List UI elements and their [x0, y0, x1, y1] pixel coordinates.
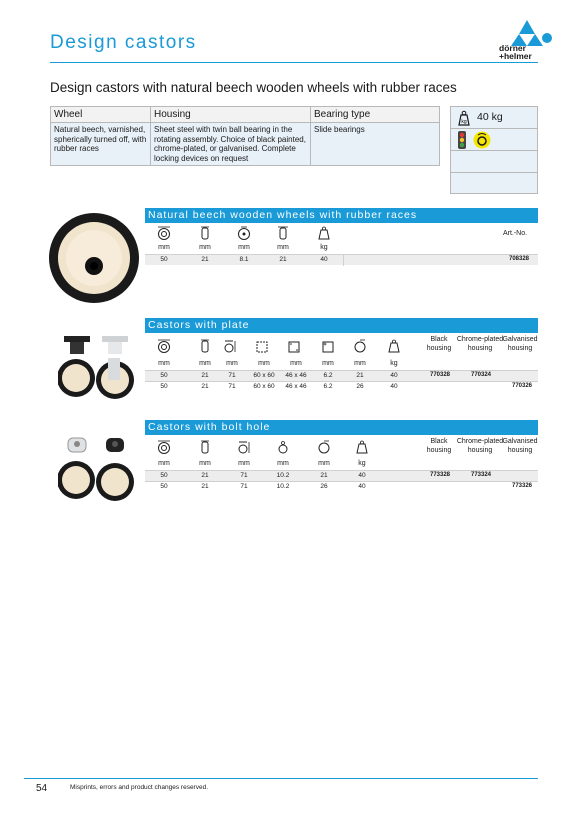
- title-rule: [50, 62, 538, 63]
- empty-row: [451, 173, 537, 195]
- wheel-width-icon: [198, 339, 212, 353]
- footer-rule: [24, 778, 538, 779]
- section-castors-plate: [145, 318, 538, 392]
- wheel-diameter-icon: [157, 440, 171, 454]
- wheel-diameter-icon: [157, 226, 171, 240]
- header-wheel: Wheel: [51, 107, 151, 123]
- spec-table-header: [51, 107, 440, 123]
- section-castors-bolt-hole: [145, 420, 538, 492]
- hub-bore-icon: [237, 226, 251, 240]
- castors-plate-photo: [58, 334, 142, 400]
- dimension-icons-row: [145, 435, 538, 459]
- product-subtitle: Design castors with natural beech wooden wheels with rubber races: [50, 80, 457, 95]
- footer-disclaimer: Misprints, errors and product changes reserved.: [70, 784, 209, 791]
- offset-icon: [317, 440, 331, 454]
- table-row: 50 21 71 10.2 21 40 773328 773324: [145, 470, 538, 481]
- load-capacity: 40 kg: [477, 111, 503, 123]
- black-housing-header: Black housing: [426, 438, 452, 454]
- header-housing: Housing: [151, 107, 311, 123]
- floor-protection-icon: [473, 131, 491, 149]
- units-row: mm mm mm mm mm kg: [158, 460, 366, 467]
- wheel-width-icon: [198, 440, 212, 454]
- load-capacity-icon: [317, 226, 331, 240]
- page-number: 54: [36, 783, 48, 794]
- bolt-hole-diameter-icon: [276, 440, 290, 454]
- table-row: 50 21 71 10.2 26 40 773326: [145, 481, 538, 492]
- svg-text:kg: kg: [461, 119, 467, 125]
- black-housing-header: Black housing: [426, 336, 452, 352]
- table-row: 50 21 71 60 x 60 46 x 46 6.2 26 40 770326: [145, 381, 538, 392]
- load-row: [451, 107, 537, 129]
- page-title: Design castors: [50, 32, 197, 53]
- article-number: 773324: [470, 472, 492, 478]
- wheel-width-icon: [198, 226, 212, 240]
- load-info-box: [450, 106, 538, 194]
- usage-icons-row: [451, 129, 537, 151]
- section-title: Castors with bolt hole: [145, 420, 538, 435]
- spec-table: [50, 106, 440, 166]
- article-number: 708328: [508, 256, 530, 262]
- load-capacity-icon: [387, 339, 401, 353]
- offset-icon: [353, 339, 367, 353]
- company-logo: [499, 20, 555, 60]
- dimension-icons-row: [145, 333, 538, 359]
- section-title: Castors with plate: [145, 318, 538, 333]
- article-number: 770324: [470, 372, 492, 378]
- wheel-diameter-icon: [157, 339, 171, 353]
- logo-text: dörner +helmer: [499, 43, 532, 61]
- galvanised-housing-header: Galvanised housing: [502, 336, 538, 352]
- housing-description: Sheet steel with twin ball bearing in the rotating assembly. Choice of black painted, chrome-plated, or galvanised. Complete locking devices on request: [151, 123, 311, 166]
- beech-wheel-photo: [48, 212, 140, 304]
- table-row: 50 21 8.1 21 40 708328: [145, 254, 538, 265]
- chrome-housing-header: Chrome-plated housing: [456, 336, 504, 352]
- cell-separator: [343, 255, 344, 266]
- section-title: Natural beech wooden wheels with rubber races: [145, 208, 538, 223]
- wheel-description: Natural beech, varnished, spherically turned off, with rubber races: [51, 123, 151, 166]
- article-number: 773328: [429, 472, 451, 478]
- units-row: mm mm mm mm kg: [158, 244, 328, 251]
- article-number: 770326: [511, 383, 533, 389]
- article-number: 773326: [511, 483, 533, 489]
- bolt-spacing-icon: [287, 339, 301, 353]
- plate-size-icon: [255, 339, 269, 353]
- table-row: 50 21 71 60 x 60 46 x 46 6.2 21 40 770328 770324: [145, 370, 538, 381]
- total-height-icon: [223, 339, 237, 353]
- article-number: 770328: [429, 372, 451, 378]
- empty-row: [451, 151, 537, 173]
- total-height-icon: [237, 440, 251, 454]
- galvanised-housing-header: Galvanised housing: [502, 438, 538, 454]
- bearing-description: Slide bearings: [311, 123, 440, 166]
- traffic-light-icon: [457, 131, 467, 149]
- bolt-hole-icon: [321, 339, 335, 353]
- chrome-housing-header: Chrome-plated housing: [456, 438, 504, 454]
- art-no-header: Art.-No.: [502, 230, 528, 237]
- units-row: mm mm mm mm mm mm mm kg: [158, 360, 398, 367]
- section-wheels: [145, 208, 538, 265]
- dimension-icons-row: [145, 223, 538, 243]
- weight-icon: [456, 110, 472, 126]
- spec-table-row: [51, 123, 440, 166]
- header-bearing: Bearing type: [311, 107, 440, 123]
- load-capacity-icon: [355, 440, 369, 454]
- castors-bolt-hole-photo: [58, 436, 142, 502]
- hub-length-icon: [276, 226, 290, 240]
